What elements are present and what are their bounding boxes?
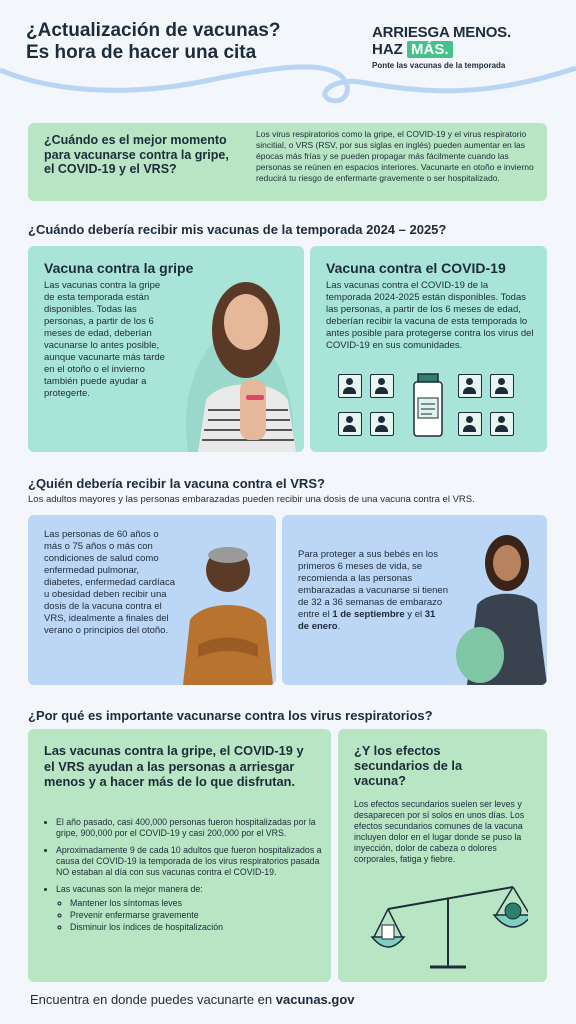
person-icon xyxy=(370,374,394,398)
why-sublist xyxy=(56,898,324,933)
vaccine-vial-icon xyxy=(410,372,446,438)
flu-text: Las vacunas contra la gripe de esta temporada están disponibles. Todas las personas, a partir de los 6 meses de edad, deberían vacunarse lo antes posible, aunque vacunarte más tarde en el otoño o el invierno también puede ayudar a protegerte. xyxy=(44,280,165,399)
footer xyxy=(30,992,550,1007)
balance-scale-icon xyxy=(368,879,528,979)
rsv-preg-date1: 1 de septiembre xyxy=(332,609,405,620)
decorative-wave xyxy=(0,60,576,120)
why-sub-3: ◦ Disminuir los índices de hospitalización xyxy=(70,922,324,933)
why-sub-1: ◦ Mantener los síntomas leves xyxy=(70,898,324,909)
why-heading: ¿Por qué es importante vacunarse contra los virus respiratorios? xyxy=(28,708,433,723)
why-bullet-list xyxy=(44,817,324,933)
pregnant-woman-photo xyxy=(452,525,547,685)
covid-text: Las vacunas contra el COVID-19 de la temporada 2024-2025 están disponibles. Todas las personas, a partir de los 6 meses de edad, deberían recibir la vacuna de esta temporada lo antes posible para protegerse contra los virus del COVID-19 en sus comunidades. xyxy=(326,280,534,351)
why-bullet-3-text: Las vacunas son la mejor manera de: xyxy=(56,884,203,894)
why-sub-2: ◦ Prevenir enfermarse gravemente xyxy=(70,910,324,921)
intro-panel xyxy=(28,123,547,201)
why-bullet-3 xyxy=(56,884,324,933)
person-icon xyxy=(490,374,514,398)
why-benefits-card xyxy=(28,729,331,982)
why-claim: Las vacunas contra la gripe, el COVID-19 y el VRS ayudan a las personas a arriesgar menos y a hacer más de lo que disfrutan. xyxy=(44,743,304,789)
brand-line1: ARRIESGA MENOS. xyxy=(372,24,511,41)
rsv-preg-date2: 31 de enero xyxy=(298,609,436,632)
rsv-pregnant-card xyxy=(282,515,547,685)
rsv-pregnant-text xyxy=(298,549,448,633)
side-effects-card xyxy=(338,729,547,982)
person-icon xyxy=(338,374,362,398)
side-effects-title: ¿Y los efectos secundarios de la vacuna? xyxy=(354,743,463,788)
older-man-photo xyxy=(178,525,276,685)
title-line2: Es hora de hacer una cita xyxy=(26,42,257,63)
rsv-older-adults-card xyxy=(28,515,276,685)
brand-line2 xyxy=(372,41,562,59)
covid-title: Vacuna contra el COVID-19 xyxy=(326,260,506,276)
intro-question: ¿Cuándo es el mejor momento para vacunarse contra la gripe, el COVID-19 y el VRS? xyxy=(44,133,229,176)
covid-illustration xyxy=(338,374,528,440)
side-effects-text: Los efectos secundarios suelen ser leves y desaparecen por sí solos en unos días. Los efectos secundarios comunes de la vacuna incluyen dolor en el lugar donde se puso la inyección, dolor de cabeza o dolores corporales, fatiga y fiebre. xyxy=(354,799,525,864)
rsv-heading: ¿Quién debería recibir la vacuna contra el VRS? xyxy=(28,476,325,491)
people-icons-left-bottom xyxy=(338,412,394,436)
rsv-older-text: Las personas de 60 años o más o 75 años o más con condiciones de salud como enfermedad pulmonar, diabetes, enfermedad cardíaca u obesidad deben recibir una dosis de la vacuna contra el VRS, idealmente a finales del verano o principios del otoño. xyxy=(44,529,175,636)
person-icon xyxy=(490,412,514,436)
why-bullet-2: • Aproximadamente 9 de cada 10 adultos que fueron hospitalizados a causa del COVID-19 la temporada de los virus respiratorios pasada NO estaban al día con sus vacunas contra el COVID-19. xyxy=(56,845,324,878)
page-title xyxy=(26,20,356,64)
rsv-preg-text-b: y el xyxy=(404,609,425,620)
why-bullet-1: • El año pasado, casi 400,000 personas fueron hospitalizadas por la gripe, 900,000 por el COVID-19 y casi 200,000 por el VRS. xyxy=(56,817,324,839)
why-bullets xyxy=(44,817,324,939)
season-heading: ¿Cuándo debería recibir mis vacunas de la temporada 2024 – 2025? xyxy=(28,222,447,237)
title-line1: ¿Actualización de vacunas? xyxy=(26,20,281,41)
intro-text: Los virus respiratorios como la gripe, el COVID-19 y el virus respiratorio sincitial, o VRS (RSV, por sus siglas en inglés) pueden aumentar en las épocas más frías y se pueden propagar más fácilmente cuando las personas se reúnen en espacios interiores. Vacunarte en otoño e invierno reducirá tu riesgo de enfermarte gravemente o ser hospitalizado. xyxy=(256,129,534,183)
rsv-preg-text-a: Para proteger a sus bebés en los primeros 6 meses de vida, se recomienda a las personas embarazadas a vacunarse si tienen de 32 a 36 semanas de embarazo entre el xyxy=(298,549,448,620)
brand-tagline: Ponte las vacunas de la temporada xyxy=(372,61,506,70)
woman-vaccinated-photo xyxy=(168,260,304,452)
footer-link[interactable]: vacunas.gov xyxy=(275,992,355,1007)
footer-text: Encuentra en donde puedes vacunarte en xyxy=(30,992,276,1007)
person-icon xyxy=(458,412,482,436)
people-icons-right-top xyxy=(458,374,514,398)
person-icon xyxy=(458,374,482,398)
person-icon xyxy=(338,412,362,436)
people-icons-left-top xyxy=(338,374,394,398)
brand-mas: MÁS. xyxy=(407,41,453,58)
rsv-preg-text-c: . xyxy=(337,621,341,632)
person-icon xyxy=(370,412,394,436)
flu-card xyxy=(28,246,304,452)
brand-haz: HAZ xyxy=(372,41,403,58)
covid-card xyxy=(310,246,547,452)
rsv-subheading: Los adultos mayores y las personas embarazadas pueden recibir una dosis de una vacuna contra el VRS. xyxy=(28,494,475,505)
flu-title: Vacuna contra la gripe xyxy=(44,260,194,276)
people-icons-right-bottom xyxy=(458,412,514,436)
